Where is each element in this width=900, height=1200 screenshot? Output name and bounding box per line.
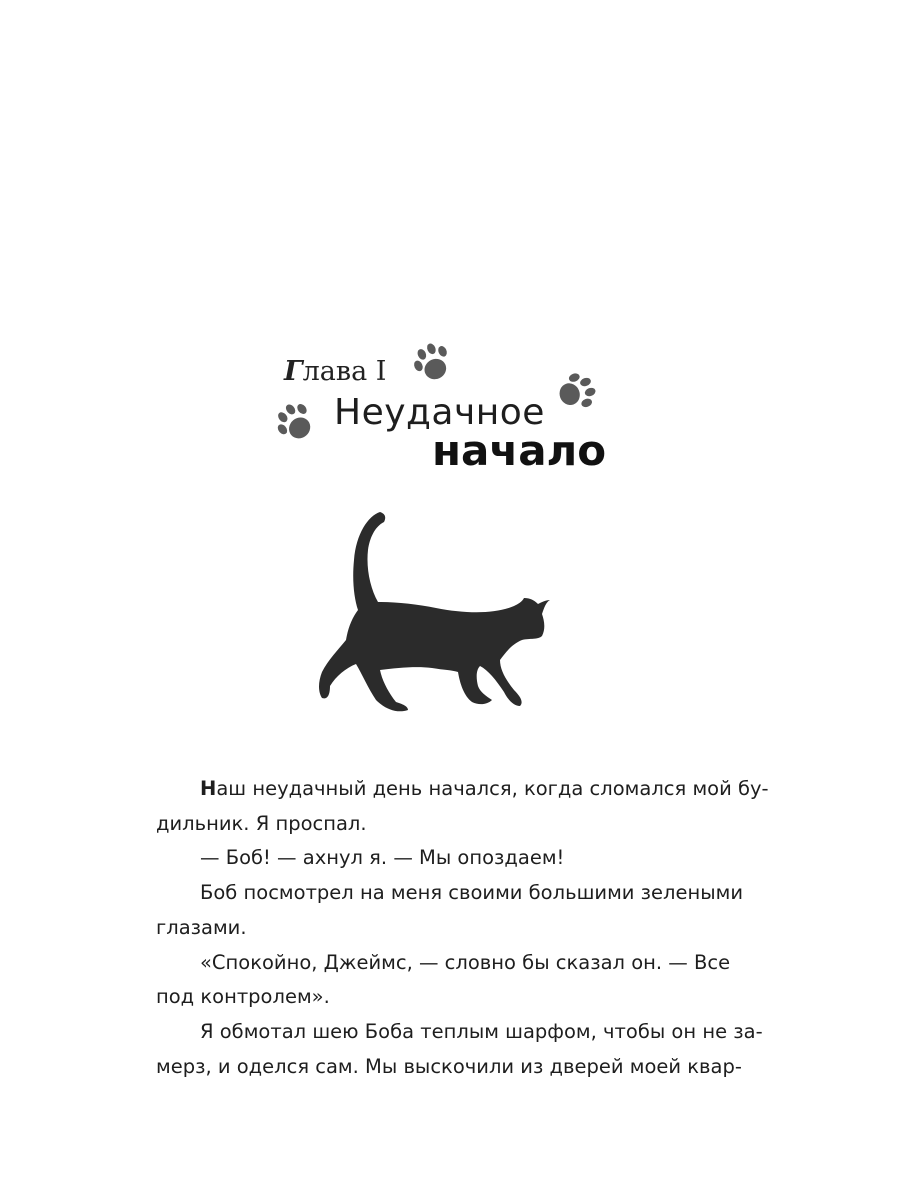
- paragraph-line: Боб посмотрел на меня своими большими зелеными: [200, 881, 744, 905]
- paragraph-line: — Боб! — ахнул я. — Мы опоздаем!: [200, 846, 565, 870]
- paragraph-line: глазами.: [156, 915, 247, 939]
- paw-print-icon: [270, 400, 320, 448]
- paw-print-icon: [548, 372, 604, 416]
- chapter-title-line2: начало: [432, 426, 607, 475]
- body-text: [156, 772, 769, 1084]
- paragraph-line: под контролем».: [156, 985, 330, 1009]
- chapter-label: [284, 356, 386, 387]
- paw-print-icon: [410, 338, 462, 384]
- chapter-label-initial: Г: [284, 356, 303, 387]
- paragraph-line: мерз, и оделся сам. Мы выскочили из дверей моей квар-: [156, 1054, 742, 1078]
- chapter-label-text: лава I: [302, 356, 387, 387]
- paragraph-line: Я обмотал шею Боба теплым шарфом, чтобы он не за-: [200, 1019, 763, 1043]
- chapter-title-line1: Неудачное: [334, 392, 545, 433]
- cat-silhouette: [316, 510, 556, 720]
- paragraph-line: «Спокойно, Джеймс, — словно бы сказал он. — Все: [200, 950, 731, 974]
- paragraph-line: Наш неудачный день начался, когда сломался мой бу-: [200, 777, 769, 800]
- paragraph-line: дильник. Я проспал.: [156, 811, 367, 835]
- drop-initial: Н: [200, 777, 217, 800]
